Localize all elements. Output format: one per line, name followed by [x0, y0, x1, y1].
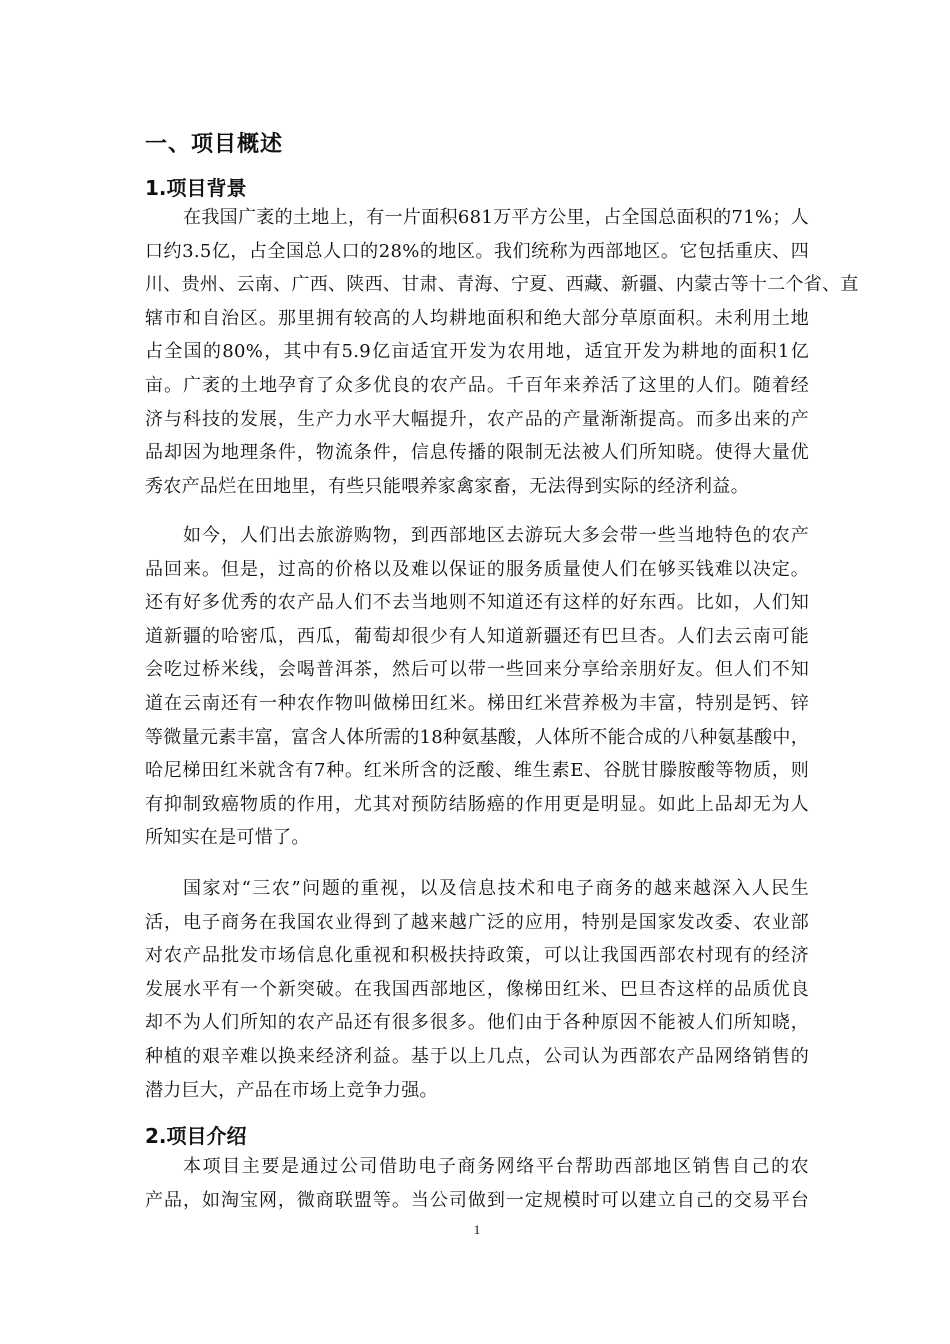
text-line: 会吃过桥米线，会喝普洱茶，然后可以带一些回来分享给亲朋好友。但人们不知 [145, 659, 809, 681]
text-line: 品却因为地理条件，物流条件，信息传播的限制无法被人们所知晓。使得大量优 [145, 442, 809, 464]
text-line: 种植的艰辛难以换来经济利益。基于以上几点，公司认为西部农产品网络销售的 [145, 1045, 809, 1067]
text-line: 国家对“三农”问题的重视，以及信息技术和电子商务的越来越深入人民生 [183, 878, 809, 899]
section-heading-background: 1.项目背景 [145, 176, 247, 200]
text-line: 发展水平有一个新突破。在我国西部地区，像梯田红米、巴旦杏这样的品质优良 [145, 978, 809, 1000]
text-line: 济与科技的发展，生产力水平大幅提升，农产品的产量渐渐提高。而多出来的产 [145, 408, 809, 430]
text-line: 对农产品批发市场信息化重视和积极扶持政策，可以让我国西部农村现有的经济 [145, 945, 809, 967]
text-line: 却不为人们所知的农产品还有很多很多。他们由于各种原因不能被人们所知晓， [145, 1012, 809, 1034]
text-line: 还有好多优秀的农产品人们不去当地则不知道还有这样的好东西。比如，人们知 [145, 592, 809, 614]
text-line: 亩。广袤的土地孕育了众多优良的农产品。千百年来养活了这里的人们。随着经 [145, 374, 809, 396]
paragraph-introduction-1 [145, 1150, 809, 1217]
text-line: 秀农产品烂在田地里，有些只能喂养家禽家畜，无法得到实际的经济利益。 [145, 475, 749, 497]
paragraph-background-2 [145, 519, 809, 855]
text-line: 所知实在是可惜了。 [145, 827, 310, 849]
text-line: 道在云南还有一种农作物叫做梯田红米。梯田红米营养极为丰富，特别是钙、锌 [145, 692, 809, 714]
text-line: 品回来。但是，过高的价格以及难以保证的服务质量使人们在够买钱难以决定。 [145, 558, 809, 580]
text-line: 川、贵州、云南、广西、陕西、甘肃、青海、宁夏、西藏、新疆、内蒙古等十二个省、直 [145, 274, 859, 296]
text-line: 潜力巨大，产品在市场上竞争力强。 [145, 1079, 438, 1101]
text-line: 本项目主要是通过公司借助电子商务网络平台帮助西部地区销售自己的农 [183, 1156, 809, 1177]
text-line: 活，电子商务在我国农业得到了越来越广泛的应用，特别是国家发改委、农业部 [145, 911, 809, 933]
paragraph-background-3 [145, 872, 809, 1107]
chapter-heading: 一、项目概述 [145, 132, 284, 157]
text-line: 有抑制致癌物质的作用，尤其对预防结肠癌的作用更是明显。如此上品却无为人 [145, 793, 809, 815]
text-line: 道新疆的哈密瓜，西瓜，葡萄却很少有人知道新疆还有巴旦杏。人们去云南可能 [145, 625, 809, 647]
text-line: 占全国的80%，其中有5.9亿亩适宜开发为农用地，适宜开发为耕地的面积1亿 [145, 341, 809, 363]
page-number: 1 [473, 1222, 481, 1237]
text-line: 产品，如淘宝网，微商联盟等。当公司做到一定规模时可以建立自己的交易平台 [145, 1189, 809, 1211]
text-line: 哈尼梯田红米就含有7种。红米所含的泛酸、维生素E、谷胱甘滕胺酸等物质，则 [145, 760, 809, 782]
text-line: 等微量元素丰富，富含人体所需的18种氨基酸，人体所不能合成的八种氨基酸中， [145, 726, 810, 748]
text-line: 在我国广袤的土地上，有一片面积681万平方公里，占全国总面积的71%；人 [183, 207, 809, 228]
section-heading-introduction: 2.项目介绍 [145, 1124, 247, 1148]
text-line: 辖市和自治区。那里拥有较高的人均耕地面积和绝大部分草原面积。未利用土地 [145, 307, 809, 329]
paragraph-background-1 [145, 201, 859, 503]
text-line: 如今，人们出去旅游购物，到西部地区去游玩大多会带一些当地特色的农产 [183, 525, 809, 546]
text-line: 口约3.5亿，占全国总人口的28%的地区。我们统称为西部地区。它包括重庆、四 [145, 240, 809, 262]
